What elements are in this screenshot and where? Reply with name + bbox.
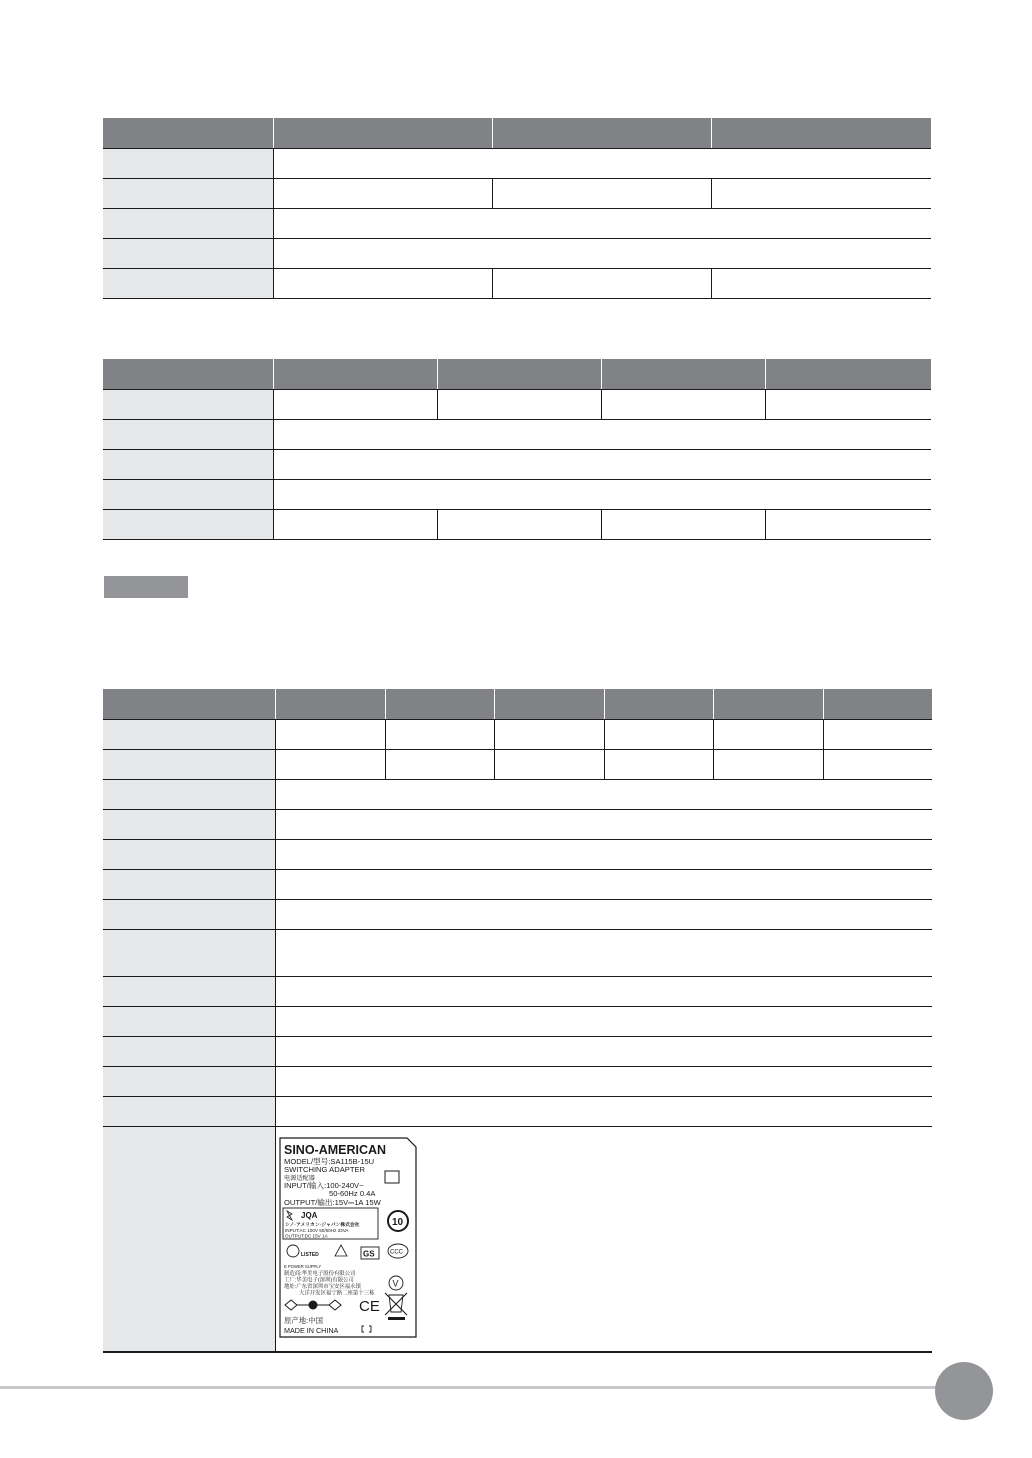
header-cell bbox=[492, 118, 711, 148]
adapter-input-line2: 50-60Hz 0.4A bbox=[328, 1188, 375, 1198]
value-cell bbox=[273, 148, 931, 178]
header-cell bbox=[713, 689, 823, 719]
adapter-jp-input: INPUT:AC 100V 50/60Hz 33VA bbox=[284, 1227, 348, 1233]
value-cell bbox=[765, 389, 931, 419]
table-row bbox=[103, 899, 932, 929]
row-label-cell bbox=[103, 1006, 275, 1036]
header-cell bbox=[765, 359, 931, 389]
table-row bbox=[103, 976, 932, 1006]
value-cell bbox=[492, 178, 711, 208]
row-label-cell bbox=[103, 389, 273, 419]
adapter-ten-mark: 10 bbox=[391, 1216, 403, 1228]
row-label-cell bbox=[103, 839, 275, 869]
header-cell bbox=[437, 359, 601, 389]
header-cell bbox=[711, 118, 931, 148]
table-row bbox=[103, 839, 932, 869]
table-row bbox=[103, 509, 931, 539]
row-label-cell bbox=[103, 178, 273, 208]
adapter-gs-mark: GS bbox=[362, 1249, 375, 1258]
value-cell bbox=[275, 976, 932, 1006]
row-label-cell bbox=[103, 268, 273, 298]
table-row bbox=[103, 479, 931, 509]
row-label-cell bbox=[103, 809, 275, 839]
value-cell bbox=[604, 719, 713, 749]
adapter-brand: SINO-AMERICAN bbox=[283, 1142, 386, 1157]
row-label-cell bbox=[103, 749, 275, 779]
table-row bbox=[103, 419, 931, 449]
header-cell bbox=[103, 118, 273, 148]
table-header-row bbox=[103, 118, 931, 148]
header-cell bbox=[103, 689, 275, 719]
row-label-cell bbox=[103, 976, 275, 1006]
table-row bbox=[103, 779, 932, 809]
adapter-origin-cn: 原产地:中国 bbox=[283, 1315, 323, 1325]
value-cell bbox=[437, 389, 601, 419]
adapter-type-cn: 电源适配器 bbox=[283, 1174, 315, 1182]
header-cell bbox=[385, 689, 494, 719]
value-cell bbox=[437, 509, 601, 539]
value-cell bbox=[275, 749, 385, 779]
adapter-ccc-mark: CCC bbox=[389, 1249, 403, 1255]
header-cell bbox=[103, 359, 273, 389]
table-row bbox=[103, 389, 931, 419]
row-label-cell bbox=[103, 899, 275, 929]
value-cell bbox=[273, 208, 931, 238]
spec-table-3 bbox=[103, 689, 932, 1353]
adapter-ul-listed: LISTED bbox=[300, 1251, 319, 1258]
row-label-cell bbox=[103, 779, 275, 809]
value-cell bbox=[823, 719, 932, 749]
table-header-row bbox=[103, 359, 931, 389]
value-cell bbox=[601, 389, 765, 419]
table-row bbox=[103, 749, 932, 779]
row-label-cell bbox=[103, 1096, 275, 1126]
note-tag bbox=[104, 576, 188, 598]
value-cell bbox=[385, 719, 494, 749]
adapter-maker-cn-4: 大洋开发区福宁路二座第十三栋 bbox=[298, 1290, 374, 1296]
value-cell bbox=[275, 869, 932, 899]
adapter-ce-mark: CE bbox=[358, 1297, 380, 1315]
spec-table-1 bbox=[103, 118, 931, 299]
value-cell bbox=[713, 719, 823, 749]
table-row bbox=[103, 178, 931, 208]
table-header-row bbox=[103, 689, 932, 719]
row-label-cell bbox=[103, 449, 273, 479]
value-cell bbox=[273, 509, 437, 539]
table-row bbox=[103, 1036, 932, 1066]
value-cell bbox=[273, 238, 931, 268]
value-cell bbox=[275, 1006, 932, 1036]
row-label-cell bbox=[103, 869, 275, 899]
value-cell bbox=[275, 719, 385, 749]
value-cell bbox=[765, 509, 931, 539]
adapter-model: MODEL/型号:SA115B-15U bbox=[283, 1156, 374, 1166]
adapter-output: OUTPUT/输出:15V⎓1A 15W bbox=[283, 1197, 381, 1207]
row-label-cell bbox=[103, 238, 273, 268]
value-cell bbox=[494, 719, 604, 749]
table-row bbox=[103, 148, 931, 178]
value-cell bbox=[275, 809, 932, 839]
value-cell bbox=[273, 449, 931, 479]
value-cell bbox=[713, 749, 823, 779]
table-row bbox=[103, 238, 931, 268]
header-cell bbox=[601, 359, 765, 389]
row-label-cell bbox=[103, 509, 273, 539]
table-row bbox=[103, 929, 932, 976]
adapter-jqa: JQA bbox=[300, 1210, 317, 1220]
value-cell bbox=[275, 1066, 932, 1096]
value-cell bbox=[273, 178, 492, 208]
table-row bbox=[103, 1096, 932, 1126]
table-row-adapter-label bbox=[103, 1126, 932, 1352]
row-label-cell bbox=[103, 479, 273, 509]
value-cell bbox=[273, 268, 492, 298]
adapter-jp-output: OUTPUT:DC 15V 1A bbox=[284, 1233, 328, 1238]
value-cell bbox=[275, 1096, 932, 1126]
adapter-input-line1: INPUT/输入:100-240V~ bbox=[283, 1180, 364, 1190]
table-row bbox=[103, 268, 931, 298]
value-cell bbox=[494, 749, 604, 779]
value-cell bbox=[385, 749, 494, 779]
value-cell bbox=[275, 1036, 932, 1066]
header-cell bbox=[823, 689, 932, 719]
adapter-maker-cn-2: 工厂:华美电子(深圳)有限公司 bbox=[283, 1277, 354, 1283]
header-cell bbox=[273, 118, 492, 148]
value-cell bbox=[711, 178, 931, 208]
value-cell bbox=[275, 839, 932, 869]
adapter-maker-cn-3: 地址:广东省深圳市宝安区福永镇 bbox=[283, 1283, 361, 1290]
header-cell bbox=[494, 689, 604, 719]
table-row bbox=[103, 449, 931, 479]
table-row bbox=[103, 1066, 932, 1096]
header-cell bbox=[604, 689, 713, 719]
row-label-cell bbox=[103, 929, 275, 976]
adapter-label-cell bbox=[275, 1126, 932, 1352]
spec-table-2 bbox=[103, 359, 931, 540]
table-row bbox=[103, 1006, 932, 1036]
adapter-jp-company: シノ·アメリカン·ジャパン株式会社 bbox=[284, 1222, 360, 1228]
value-cell bbox=[604, 749, 713, 779]
footer-rule bbox=[0, 1386, 950, 1389]
table-row bbox=[103, 869, 932, 899]
table-row bbox=[103, 208, 931, 238]
table-row bbox=[103, 809, 932, 839]
value-cell bbox=[601, 509, 765, 539]
row-label-cell bbox=[103, 1066, 275, 1096]
value-cell bbox=[275, 899, 932, 929]
value-cell bbox=[275, 929, 932, 976]
adapter-origin-en: MADE IN CHINA bbox=[283, 1325, 338, 1335]
header-cell bbox=[275, 689, 385, 719]
value-cell bbox=[711, 268, 931, 298]
table-row bbox=[103, 719, 932, 749]
adapter-maker-cn-1: 制造商:华美电子股份有限公司 bbox=[283, 1270, 356, 1277]
row-label-cell bbox=[103, 1036, 275, 1066]
adapter-e-power: E POWER SUPPLY bbox=[283, 1263, 321, 1269]
value-cell bbox=[273, 389, 437, 419]
row-label-cell bbox=[103, 208, 273, 238]
adapter-type: SWITCHING ADAPTER bbox=[283, 1164, 365, 1174]
value-cell bbox=[492, 268, 711, 298]
page-number-badge bbox=[935, 1362, 993, 1420]
row-label-cell bbox=[103, 419, 273, 449]
row-label-cell bbox=[103, 719, 275, 749]
row-label-cell bbox=[103, 1126, 275, 1352]
row-label-cell bbox=[103, 148, 273, 178]
adapter-label-image bbox=[279, 1137, 417, 1338]
value-cell bbox=[275, 779, 932, 809]
value-cell bbox=[273, 479, 931, 509]
value-cell bbox=[823, 749, 932, 779]
header-cell bbox=[273, 359, 437, 389]
value-cell bbox=[273, 419, 931, 449]
adapter-v-mark: V bbox=[392, 1278, 399, 1288]
